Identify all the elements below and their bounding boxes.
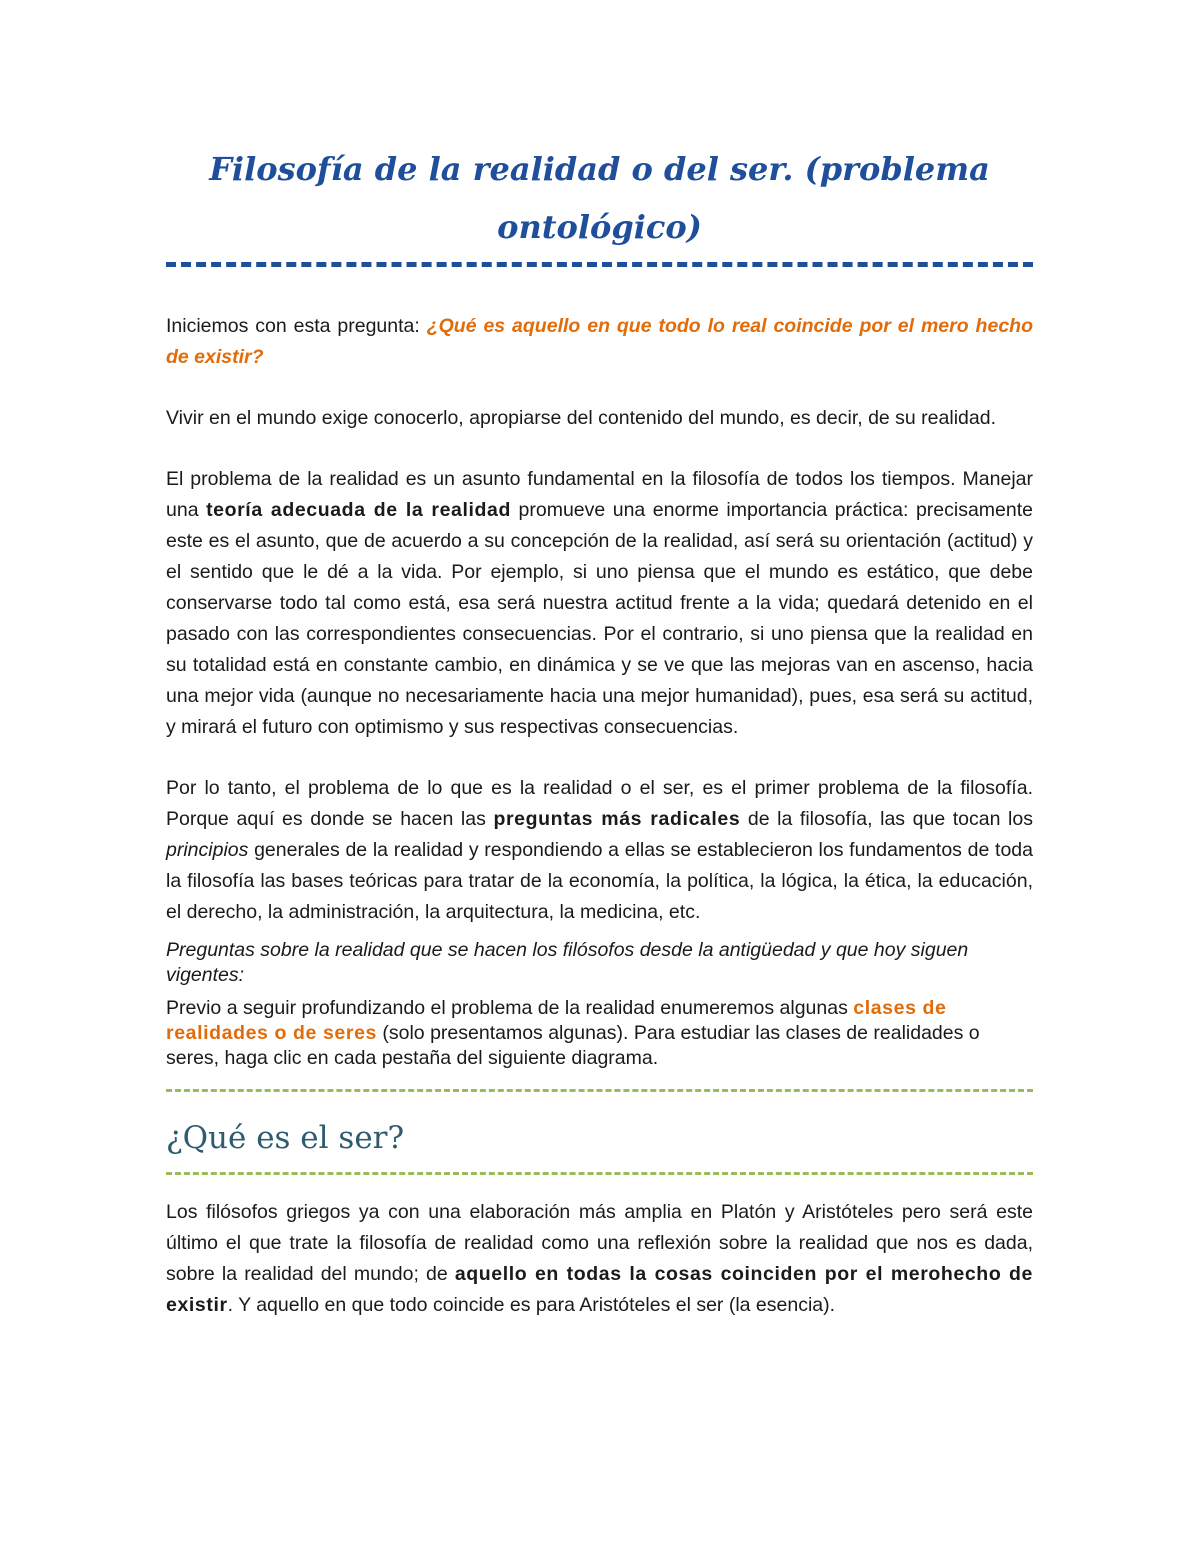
- link-clases-de-realidades[interactable]: clases de realidades o de seres: [166, 997, 947, 1044]
- bold-preguntas: preguntas más radicales: [493, 808, 741, 830]
- text-run: (solo presentamos algunas). Para estudiar las clases de realidades o seres, haga clic en cada pestaña del siguiente diagrama.: [166, 1022, 980, 1069]
- text-run: Por lo tanto, el problema de lo que es la realidad o el ser, es el primer problema de la filosofía. Porque aquí es donde se hacen las: [166, 777, 1033, 830]
- paragraph-question: [166, 311, 1033, 373]
- italic-principios: principios: [166, 839, 249, 861]
- text-run: generales de la realidad y respondiendo a ellas se establecieron los fundamentos de toda la filosofía las bases teóricas para tratar de la economía, la política, la lógica, la ética, la educación, el derecho, la administración, la arquitectura, la medicina, etc.: [166, 839, 1033, 923]
- document-title: Filosofía de la realidad o del ser. (problema ontológico): [209, 150, 990, 246]
- document-body: [166, 140, 1033, 1351]
- text-run: Previo a seguir profundizando el problema de la realidad enumeremos algunas: [166, 997, 854, 1019]
- question-highlight: ¿Qué es aquello en que todo lo real coincide por el mero hecho de existir?: [166, 315, 1033, 368]
- paragraph-preguntas-italic: Preguntas sobre la realidad que se hacen los filósofos desde la antigüedad y que hoy siguen vigentes:: [166, 939, 969, 986]
- paragraph-filosofos: [166, 1197, 1033, 1321]
- paragraph-por-lo-tanto: [166, 773, 1033, 928]
- paragraph-problema: [166, 464, 1033, 743]
- text-run: El problema de la realidad es un asunto fundamental en la filosofía de todos los tiempos. Manejar una: [166, 468, 1033, 521]
- text-run: de la filosofía, las que tocan los: [740, 808, 1033, 830]
- paragraph-vivir: Vivir en el mundo exige conocerlo, apropiarse del contenido del mundo, es decir, de su realidad.: [166, 407, 996, 429]
- paragraph-previo: [166, 996, 1033, 1071]
- question-lead: Iniciemos con esta pregunta:: [166, 315, 427, 337]
- section-heading: ¿Qué es el ser?: [166, 1120, 405, 1156]
- text-run: . Y aquello en que todo coincide es para Aristóteles el ser (la esencia).: [227, 1294, 836, 1316]
- text-run: Los filósofos griegos ya con una elaboración más amplia en Platón y Aristóteles pero será este último el que trate la filosofía de realidad como una reflexión sobre la realidad que nos es dada, sobre la realidad del mundo; de: [166, 1201, 1033, 1285]
- bold-aquello: aquello en todas la cosas coinciden por el merohecho de existir: [166, 1263, 1034, 1316]
- section-divider-top: [166, 1089, 1033, 1092]
- section-divider-bottom: [166, 1172, 1033, 1175]
- text-run: promueve una enorme importancia práctica: precisamente este es el asunto, que de acuerdo a su concepción de la realidad, así será su orientación (actitud) y el sentido que le dé a la vida. Por ejemplo, si uno piensa que el mundo es estático, que debe conservarse todo tal como está, esa será nuestra actitud frente a la vida; quedará detenido en el pasado con las correspondientes consecuencias. Por el contrario, si uno piensa que la realidad en su totalidad está en constante cambio, en dinámica y se ve que las mejoras van en ascenso, hacia una mejor vida (aunque no necesariamente hacia una mejor humanidad), pues, esa será su actitud, y mirará el futuro con optimismo y sus respectivas consecuencias.: [166, 499, 1034, 738]
- bold-teoria: teoría adecuada de la realidad: [206, 499, 511, 521]
- title-divider: [166, 262, 1033, 267]
